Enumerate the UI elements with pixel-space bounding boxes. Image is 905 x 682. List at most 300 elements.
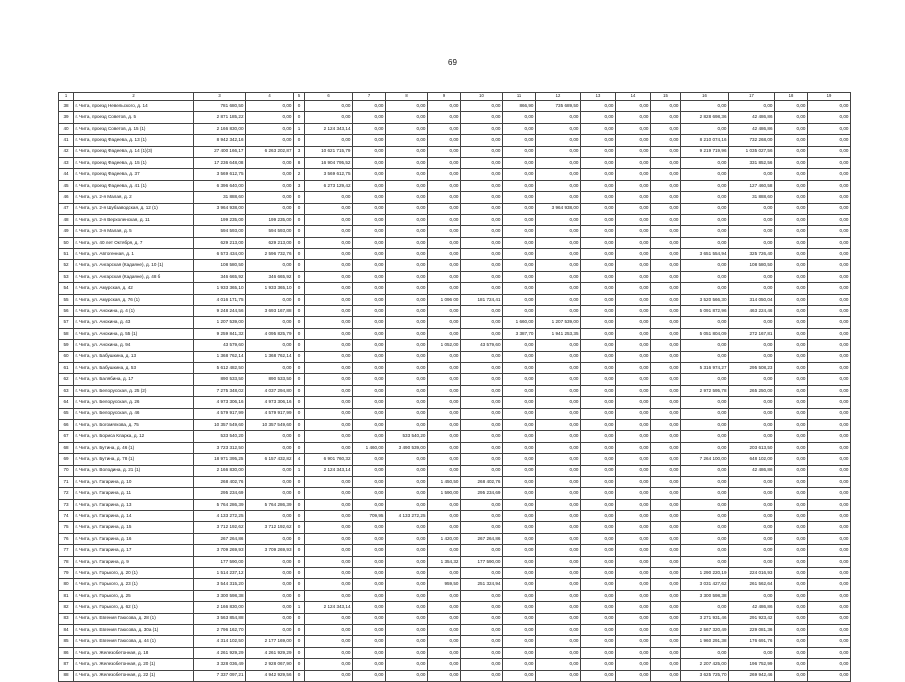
value-cell: 265 250,00: [729, 385, 775, 396]
table-row: [59, 362, 851, 373]
value-cell: 0,00: [775, 237, 808, 248]
value-cell: 0: [294, 192, 305, 203]
row-number-cell: 63: [59, 385, 74, 396]
value-cell: 0,00: [305, 112, 353, 123]
value-cell: 1 590,00: [428, 488, 461, 499]
value-cell: 0,00: [305, 408, 353, 419]
value-cell: 0,00: [305, 203, 353, 214]
value-cell: 0,00: [428, 522, 461, 533]
value-cell: 0,00: [729, 317, 775, 328]
value-cell: 0: [294, 397, 305, 408]
value-cell: 3 544 315,20: [194, 579, 246, 590]
value-cell: 0,00: [616, 135, 651, 146]
value-cell: 0,00: [353, 328, 386, 339]
value-cell: 0,00: [305, 101, 353, 112]
value-cell: 0,00: [536, 351, 581, 362]
value-cell: 0,00: [353, 624, 386, 635]
value-cell: 6 157 432,82: [246, 454, 294, 465]
value-cell: 0,00: [651, 533, 681, 544]
value-cell: 0,00: [353, 351, 386, 362]
value-cell: 0,00: [461, 385, 503, 396]
value-cell: 0,00: [536, 613, 581, 624]
value-cell: 0,00: [503, 214, 536, 225]
value-cell: 0,00: [581, 385, 616, 396]
value-cell: 0,00: [651, 442, 681, 453]
value-cell: 4 973 306,16: [246, 397, 294, 408]
value-cell: 0,00: [616, 374, 651, 385]
value-cell: 0,00: [353, 499, 386, 510]
value-cell: 0,00: [651, 192, 681, 203]
value-cell: 0,00: [305, 522, 353, 533]
value-cell: 0,00: [775, 123, 808, 134]
value-cell: 0,00: [651, 180, 681, 191]
value-cell: 0,00: [386, 249, 428, 260]
value-cell: 0,00: [729, 647, 775, 658]
value-cell: 0,00: [808, 135, 851, 146]
value-cell: 0,00: [616, 112, 651, 123]
value-cell: 0: [294, 545, 305, 556]
table-row: [59, 568, 851, 579]
value-cell: 0,00: [536, 237, 581, 248]
value-cell: 0,00: [503, 465, 536, 476]
value-cell: 0,00: [246, 157, 294, 168]
table-row: [59, 385, 851, 396]
value-cell: 0,00: [503, 157, 536, 168]
value-cell: 0,00: [461, 374, 503, 385]
value-cell: 0,00: [503, 260, 536, 271]
value-cell: 0,00: [305, 624, 353, 635]
value-cell: 0,00: [503, 362, 536, 373]
value-cell: 0,00: [808, 511, 851, 522]
value-cell: 3 693 167,88: [246, 306, 294, 317]
value-cell: 0,00: [616, 271, 651, 282]
row-number-cell: 46: [59, 192, 74, 203]
value-cell: 8: [294, 157, 305, 168]
value-cell: 0,00: [808, 385, 851, 396]
address-cell: г. Чита, проезд Фадеева, д. 14 (1)(3): [74, 146, 194, 157]
value-cell: 8 942 342,16: [194, 135, 246, 146]
value-cell: 0,00: [808, 476, 851, 487]
value-cell: 7 264 100,00: [681, 454, 729, 465]
value-cell: 2 871 185,22: [194, 112, 246, 123]
row-number-cell: 87: [59, 659, 74, 670]
value-cell: 0,00: [353, 465, 386, 476]
value-cell: 0,00: [353, 226, 386, 237]
value-cell: 0,00: [305, 237, 353, 248]
value-cell: 0,00: [581, 260, 616, 271]
value-cell: 0,00: [353, 203, 386, 214]
row-number-cell: 53: [59, 271, 74, 282]
value-cell: 0,00: [729, 397, 775, 408]
value-cell: 0,00: [651, 454, 681, 465]
value-cell: 0,00: [775, 511, 808, 522]
value-cell: 0,00: [536, 362, 581, 373]
address-cell: г. Чита, ул. Белорусская, д. 46: [74, 408, 194, 419]
value-cell: 0,00: [651, 135, 681, 146]
value-cell: 0,00: [536, 260, 581, 271]
value-cell: 181 724,41: [461, 294, 503, 305]
value-cell: 0,00: [808, 101, 851, 112]
value-cell: 0,00: [808, 545, 851, 556]
value-cell: 0,00: [305, 419, 353, 430]
value-cell: 0,00: [386, 271, 428, 282]
value-cell: 203 613,50: [729, 442, 775, 453]
value-cell: 0,00: [246, 511, 294, 522]
value-cell: 0,00: [616, 260, 651, 271]
value-cell: 6 263 202,87: [246, 146, 294, 157]
value-cell: 0,00: [775, 624, 808, 635]
value-cell: 0,00: [428, 328, 461, 339]
value-cell: 0,00: [428, 146, 461, 157]
value-cell: 0,00: [681, 545, 729, 556]
value-cell: 0,00: [461, 442, 503, 453]
value-cell: 0,00: [808, 533, 851, 544]
value-cell: 0,00: [461, 146, 503, 157]
row-number-cell: 56: [59, 306, 74, 317]
value-cell: 0,00: [461, 157, 503, 168]
value-cell: 268 402,76: [194, 476, 246, 487]
value-cell: 0,00: [808, 351, 851, 362]
value-cell: 0,00: [428, 351, 461, 362]
value-cell: 0,00: [729, 476, 775, 487]
table-row: [59, 522, 851, 533]
value-cell: 0,00: [808, 602, 851, 613]
value-cell: 0,00: [461, 454, 503, 465]
value-cell: 0,00: [461, 499, 503, 510]
value-cell: 0: [294, 647, 305, 658]
value-cell: 2 124 343,14: [305, 123, 353, 134]
address-cell: г. Чита, ул. Евгения Гаюсова, д. 44 (1): [74, 636, 194, 647]
col-header: 9: [428, 93, 461, 101]
value-cell: 0,00: [536, 397, 581, 408]
value-cell: 0,00: [428, 101, 461, 112]
table-row: [59, 112, 851, 123]
value-cell: 0,00: [729, 419, 775, 430]
value-cell: 0,00: [386, 317, 428, 328]
row-number-cell: 71: [59, 476, 74, 487]
value-cell: 251 324,94: [461, 579, 503, 590]
value-cell: 0,00: [581, 214, 616, 225]
value-cell: 0,00: [808, 180, 851, 191]
value-cell: 0,00: [681, 192, 729, 203]
value-cell: 0,00: [536, 647, 581, 658]
table-row: [59, 237, 851, 248]
value-cell: 0,00: [386, 351, 428, 362]
value-cell: 0,00: [681, 533, 729, 544]
value-cell: 0,00: [246, 590, 294, 601]
table-row: [59, 454, 851, 465]
value-cell: 0,00: [503, 271, 536, 282]
value-cell: 0,00: [681, 476, 729, 487]
value-cell: 0,00: [581, 362, 616, 373]
value-cell: 0: [294, 511, 305, 522]
value-cell: 3 569 612,75: [305, 169, 353, 180]
value-cell: 0,00: [386, 283, 428, 294]
value-cell: 0,00: [461, 568, 503, 579]
value-cell: 291 923,42: [729, 613, 775, 624]
value-cell: 0,00: [503, 123, 536, 134]
value-cell: 0,00: [353, 522, 386, 533]
row-number-cell: 66: [59, 419, 74, 430]
value-cell: 0,00: [651, 556, 681, 567]
value-cell: 1 941 253,35: [536, 328, 581, 339]
value-cell: 0,00: [305, 226, 353, 237]
value-cell: 0,00: [246, 169, 294, 180]
value-cell: 0,00: [681, 397, 729, 408]
value-cell: 0,00: [503, 419, 536, 430]
value-cell: 0,00: [808, 408, 851, 419]
value-cell: 0,00: [775, 374, 808, 385]
value-cell: 0,00: [616, 169, 651, 180]
value-cell: 0,00: [581, 192, 616, 203]
value-cell: 0,00: [536, 306, 581, 317]
table-row: [59, 533, 851, 544]
value-cell: 0,00: [536, 271, 581, 282]
value-cell: 0,00: [775, 101, 808, 112]
table-row: [59, 340, 851, 351]
value-cell: 0,00: [808, 203, 851, 214]
value-cell: 0,00: [428, 408, 461, 419]
value-cell: 10 621 715,79: [305, 146, 353, 157]
value-cell: 0,00: [386, 602, 428, 613]
address-cell: г. Чита, ул. Ангарская (Кадаяне), д. 48 б: [74, 271, 194, 282]
value-cell: 0,00: [536, 465, 581, 476]
value-cell: 0,00: [616, 431, 651, 442]
address-cell: г. Чита, ул. Богомягкова, д. 75: [74, 419, 194, 430]
value-cell: 1 420,00: [428, 533, 461, 544]
address-cell: г. Чита, ул. Гагарина, д. 16: [74, 533, 194, 544]
value-cell: 6 273 129,42: [305, 180, 353, 191]
value-cell: 42 486,86: [729, 112, 775, 123]
value-cell: 0,00: [461, 214, 503, 225]
value-cell: 0,00: [808, 670, 851, 681]
value-cell: 0,00: [386, 465, 428, 476]
value-cell: 43 579,60: [194, 340, 246, 351]
value-cell: 0,00: [775, 431, 808, 442]
value-cell: 0,00: [775, 659, 808, 670]
value-cell: 0,00: [503, 556, 536, 567]
value-cell: 0,00: [428, 431, 461, 442]
value-cell: 0,00: [536, 476, 581, 487]
value-cell: 0,00: [581, 271, 616, 282]
value-cell: 0,00: [353, 157, 386, 168]
address-cell: г. Чита, ул. 2-я Верхоленская, д. 11: [74, 214, 194, 225]
value-cell: 0,00: [808, 146, 851, 157]
value-cell: 0,00: [386, 101, 428, 112]
value-cell: 0,00: [428, 226, 461, 237]
value-cell: 0,00: [775, 488, 808, 499]
row-number-cell: 54: [59, 283, 74, 294]
value-cell: 0,00: [681, 214, 729, 225]
value-cell: 0,00: [305, 590, 353, 601]
value-cell: 3 712 192,62: [194, 522, 246, 533]
value-cell: 17 236 648,08: [194, 157, 246, 168]
value-cell: 295 234,69: [461, 488, 503, 499]
value-cell: 0,00: [461, 351, 503, 362]
value-cell: 3 723 312,50: [194, 442, 246, 453]
value-cell: 4 314 102,50: [194, 636, 246, 647]
value-cell: 0,00: [616, 362, 651, 373]
col-header: 15: [651, 93, 681, 101]
value-cell: 0,00: [536, 659, 581, 670]
value-cell: 0,00: [775, 283, 808, 294]
value-cell: 0,00: [581, 465, 616, 476]
address-cell: г. Чита, ул. Гагарина, д. 10: [74, 476, 194, 487]
value-cell: 0,00: [503, 533, 536, 544]
value-cell: 0,00: [461, 112, 503, 123]
value-cell: 0,00: [461, 613, 503, 624]
row-number-cell: 65: [59, 408, 74, 419]
value-cell: 0,00: [428, 169, 461, 180]
value-cell: 0,00: [616, 385, 651, 396]
value-cell: 0,00: [246, 123, 294, 134]
value-cell: 0: [294, 385, 305, 396]
value-cell: 108 580,50: [194, 260, 246, 271]
value-cell: 0,00: [581, 123, 616, 134]
value-cell: 0,00: [428, 624, 461, 635]
value-cell: 0,00: [775, 408, 808, 419]
value-cell: 0,00: [775, 397, 808, 408]
value-cell: 0,00: [386, 180, 428, 191]
value-cell: 0,00: [461, 169, 503, 180]
value-cell: 0,00: [386, 556, 428, 567]
address-cell: г. Чита, ул. Анохина, д. 55 (1): [74, 328, 194, 339]
value-cell: 0: [294, 568, 305, 579]
value-cell: 0: [294, 522, 305, 533]
value-cell: 0,00: [616, 180, 651, 191]
value-cell: 0,00: [808, 306, 851, 317]
value-cell: 0,00: [386, 214, 428, 225]
value-cell: 0,00: [461, 237, 503, 248]
value-cell: 0,00: [616, 499, 651, 510]
value-cell: 0,00: [616, 306, 651, 317]
value-cell: 5 764 286,39: [246, 499, 294, 510]
value-cell: 0,00: [246, 340, 294, 351]
value-cell: 0: [294, 101, 305, 112]
value-cell: 0,00: [305, 613, 353, 624]
address-cell: г. Чита, ул. Горького, д. 62 (1): [74, 602, 194, 613]
value-cell: 0,00: [808, 271, 851, 282]
value-cell: 0,00: [808, 579, 851, 590]
table-row: [59, 465, 851, 476]
value-cell: 0,00: [386, 362, 428, 373]
value-cell: 0,00: [305, 362, 353, 373]
value-cell: 0,00: [616, 214, 651, 225]
table-row: [59, 419, 851, 430]
value-cell: 0: [294, 590, 305, 601]
value-cell: 0,00: [651, 214, 681, 225]
value-cell: 27 400 166,17: [194, 146, 246, 157]
value-cell: 0,00: [536, 442, 581, 453]
value-cell: 0,00: [461, 465, 503, 476]
value-cell: 0,00: [461, 647, 503, 658]
value-cell: 0,00: [536, 135, 581, 146]
value-cell: 0,00: [536, 169, 581, 180]
value-cell: 2 177 169,00: [246, 636, 294, 647]
value-cell: 0,00: [536, 499, 581, 510]
value-cell: 0,00: [386, 340, 428, 351]
value-cell: 0,00: [808, 431, 851, 442]
value-cell: 0,00: [353, 408, 386, 419]
value-cell: 1 354,32: [428, 556, 461, 567]
value-cell: 0,00: [651, 385, 681, 396]
value-cell: 0,00: [808, 624, 851, 635]
value-cell: 0,00: [428, 112, 461, 123]
row-number-cell: 68: [59, 442, 74, 453]
value-cell: 0,00: [536, 624, 581, 635]
value-cell: 8 210 074,16: [681, 135, 729, 146]
value-cell: 3 300 598,38: [194, 590, 246, 601]
value-cell: 0,00: [428, 385, 461, 396]
value-cell: 0,00: [536, 192, 581, 203]
value-cell: 1 660,00: [503, 317, 536, 328]
address-cell: г. Чита, ул. Балябина, д. 17: [74, 374, 194, 385]
value-cell: 0,00: [651, 260, 681, 271]
value-cell: 0,00: [353, 613, 386, 624]
value-cell: 533 540,20: [194, 431, 246, 442]
value-cell: 0,00: [581, 624, 616, 635]
value-cell: 0,00: [386, 579, 428, 590]
value-cell: 0,00: [503, 454, 536, 465]
value-cell: 229 081,36: [729, 624, 775, 635]
value-cell: 0,00: [581, 306, 616, 317]
value-cell: 0: [294, 499, 305, 510]
row-number-cell: 40: [59, 123, 74, 134]
value-cell: 0,00: [581, 488, 616, 499]
value-cell: 6 573 434,00: [194, 249, 246, 260]
value-cell: 0,00: [651, 408, 681, 419]
value-cell: 0,00: [581, 328, 616, 339]
table-row: [59, 556, 851, 567]
col-header: 17: [729, 93, 775, 101]
value-cell: 0,00: [808, 362, 851, 373]
value-cell: 0,00: [616, 602, 651, 613]
value-cell: 0,00: [651, 146, 681, 157]
value-cell: 0,00: [681, 180, 729, 191]
value-cell: 2 796 162,70: [194, 624, 246, 635]
value-cell: 0,00: [616, 283, 651, 294]
value-cell: 0,00: [775, 465, 808, 476]
value-cell: 0,00: [616, 157, 651, 168]
value-cell: 709,95: [353, 511, 386, 522]
address-cell: г. Чита, ул. Бабушкина, д. 13: [74, 351, 194, 362]
value-cell: 0,00: [386, 169, 428, 180]
table-row: [59, 590, 851, 601]
value-cell: 0,00: [353, 476, 386, 487]
value-cell: 0,00: [581, 169, 616, 180]
value-cell: 0,00: [461, 317, 503, 328]
table-row: [59, 499, 851, 510]
value-cell: 199 235,00: [194, 214, 246, 225]
value-cell: 4 037 294,80: [246, 385, 294, 396]
value-cell: 0,00: [428, 397, 461, 408]
value-cell: 732 268,00: [729, 135, 775, 146]
value-cell: 0,00: [775, 647, 808, 658]
value-cell: 0: [294, 374, 305, 385]
table-row: [59, 476, 851, 487]
value-cell: 0,00: [536, 488, 581, 499]
value-cell: 0,00: [353, 306, 386, 317]
value-cell: 0,00: [729, 374, 775, 385]
value-cell: 0,00: [651, 476, 681, 487]
table-row: [59, 545, 851, 556]
value-cell: 0,00: [808, 317, 851, 328]
value-cell: 0,00: [651, 522, 681, 533]
value-cell: 3: [294, 180, 305, 191]
value-cell: 346 665,92: [246, 271, 294, 282]
value-cell: 0,00: [353, 568, 386, 579]
row-number-cell: 86: [59, 647, 74, 658]
